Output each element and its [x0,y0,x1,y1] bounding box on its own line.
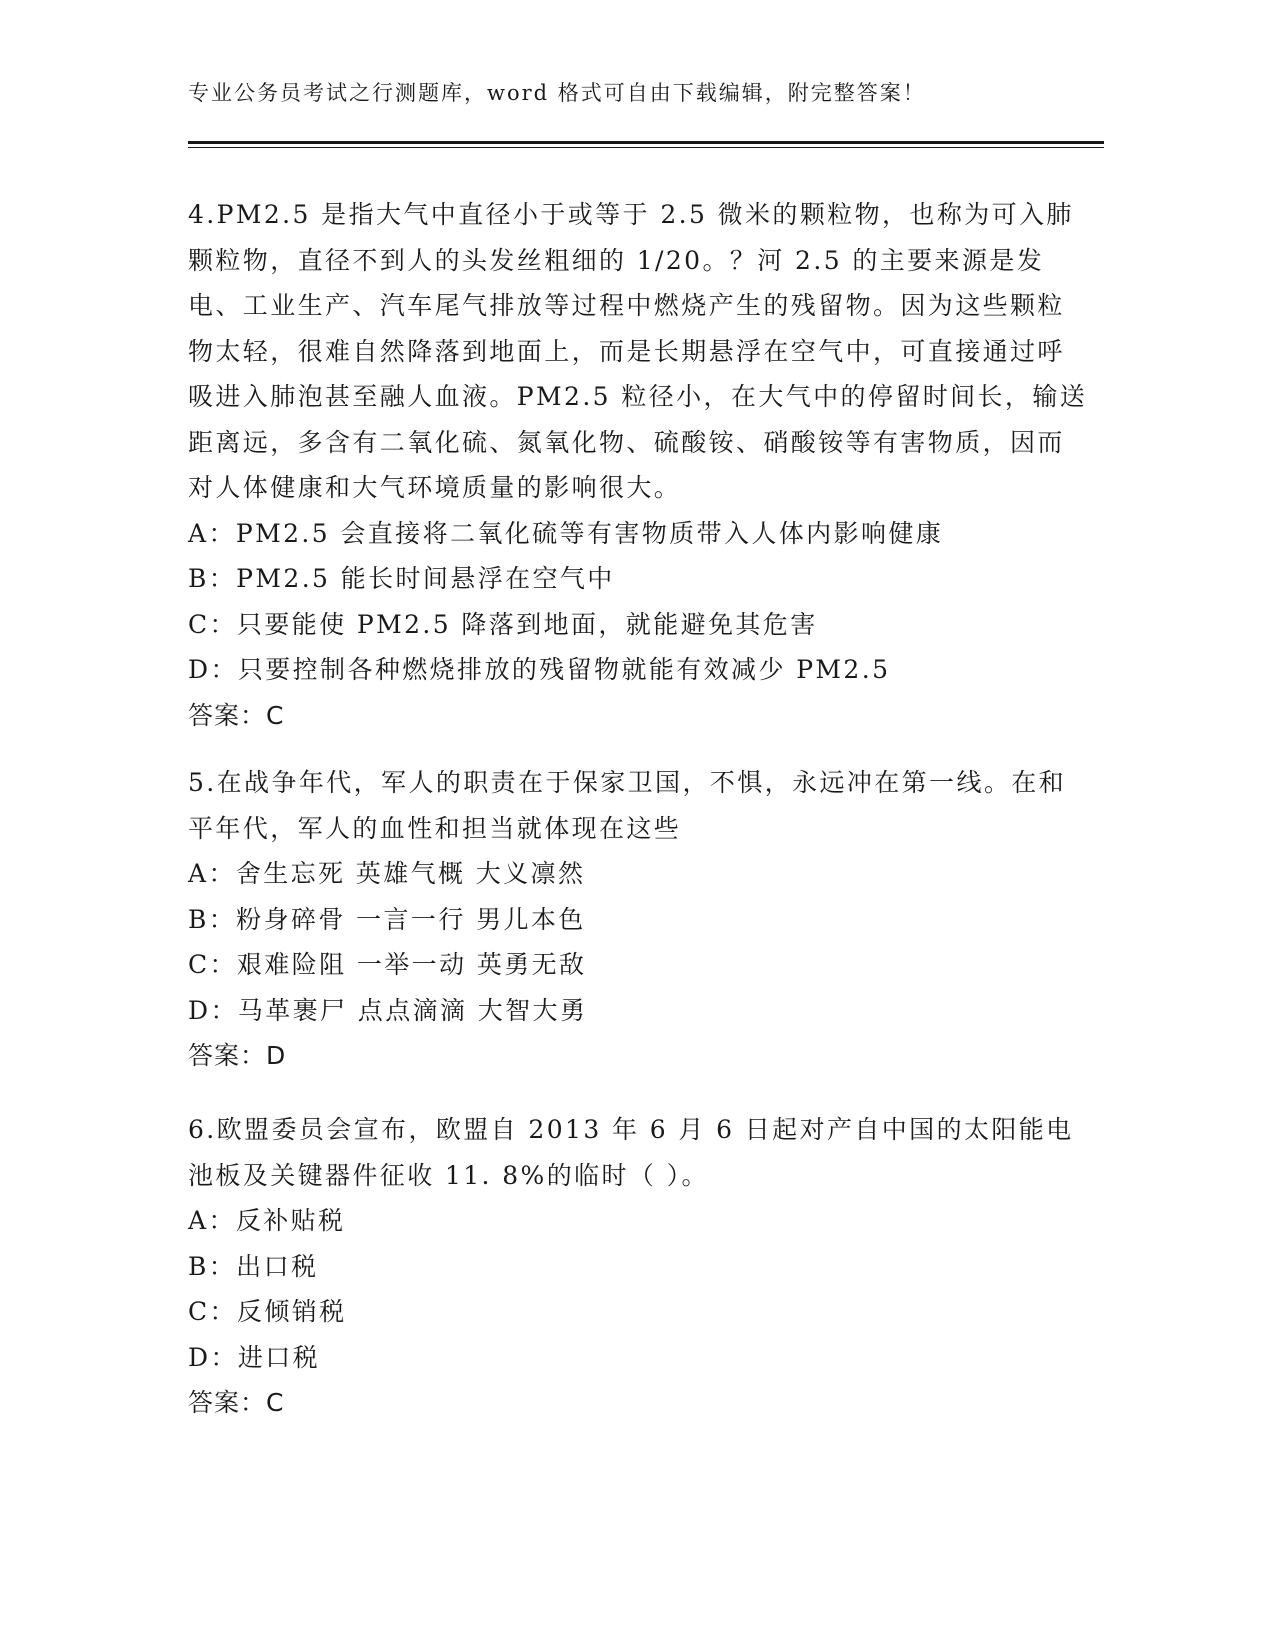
option-b: B：PM2.5 能长时间悬浮在空气中 [188,564,615,593]
option-b: B：粉身碎骨 一言一行 男儿本色 [188,904,586,934]
answer: 答案：C [188,1388,285,1417]
option-d: D：进口税 [188,1342,321,1372]
header-rule-thin [188,147,1104,148]
question-6 [188,1107,1088,1426]
option-a: A：舍生忘死 英雄气概 大义凛然 [188,859,586,888]
option-a: A：反补贴税 [188,1206,346,1235]
answer: 答案：C [188,700,285,730]
question-text: 5.在战争年代，军人的职责在于保家卫国，不惧，永远冲在第一线。在和平年代，军人的血性和担当就体现在这些 [188,768,1067,843]
page-header: 专业公务员考试之行测题库，word 格式可自由下载编辑，附完整答案！ [188,81,926,105]
question-5 [188,760,1088,1079]
option-d: D：马革裹尸 点点滴滴 大智大勇 [188,995,588,1025]
question-4 [188,192,1088,738]
option-d: D：只要控制各种燃烧排放的残留物就能有效减少 PM2.5 [188,655,891,684]
question-text: 6.欧盟委员会宣布，欧盟自 2013 年 6 月 6 日起对产自中国的太阳能电池板及关键器件征收 11. 8%的临时（ ）。 [188,1115,1074,1190]
option-c: C：反倾销税 [188,1297,347,1326]
option-c: C：艰难险阻 一举一动 英勇无敌 [188,950,587,979]
option-b: B：出口税 [188,1251,319,1281]
option-a: A：PM2.5 会直接将二氧化硫等有害物质带入人体内影响健康 [188,518,944,548]
question-text: 4.PM2.5 是指大气中直径小于或等于 2.5 微米的颗粒物，也称为可入肺颗粒物，直径不到人的头发丝粗细的 1/20。？河 2.5 的主要来源是发电、工业生产、汽车尾气排放等过程中燃烧产生的残留物。因为这些颗粒物太轻，很难自然降落到地面上，而是长期悬浮在空气中，可直接通过呼吸进入肺泡甚至融人血液。PM2.5 粒径小，在大气中的停留时间长，输送距离远，多含有二氧化硫、氮氧化物、硫酸铵、硝酸铵等有害物质，因而对人体健康和大气环境质量的影响很大。 [188,200,1088,502]
header-rule-thick [188,141,1104,144]
answer: 答案：D [188,1041,287,1070]
option-c: C：只要能使 PM2.5 降落到地面，就能避免其危害 [188,609,818,639]
